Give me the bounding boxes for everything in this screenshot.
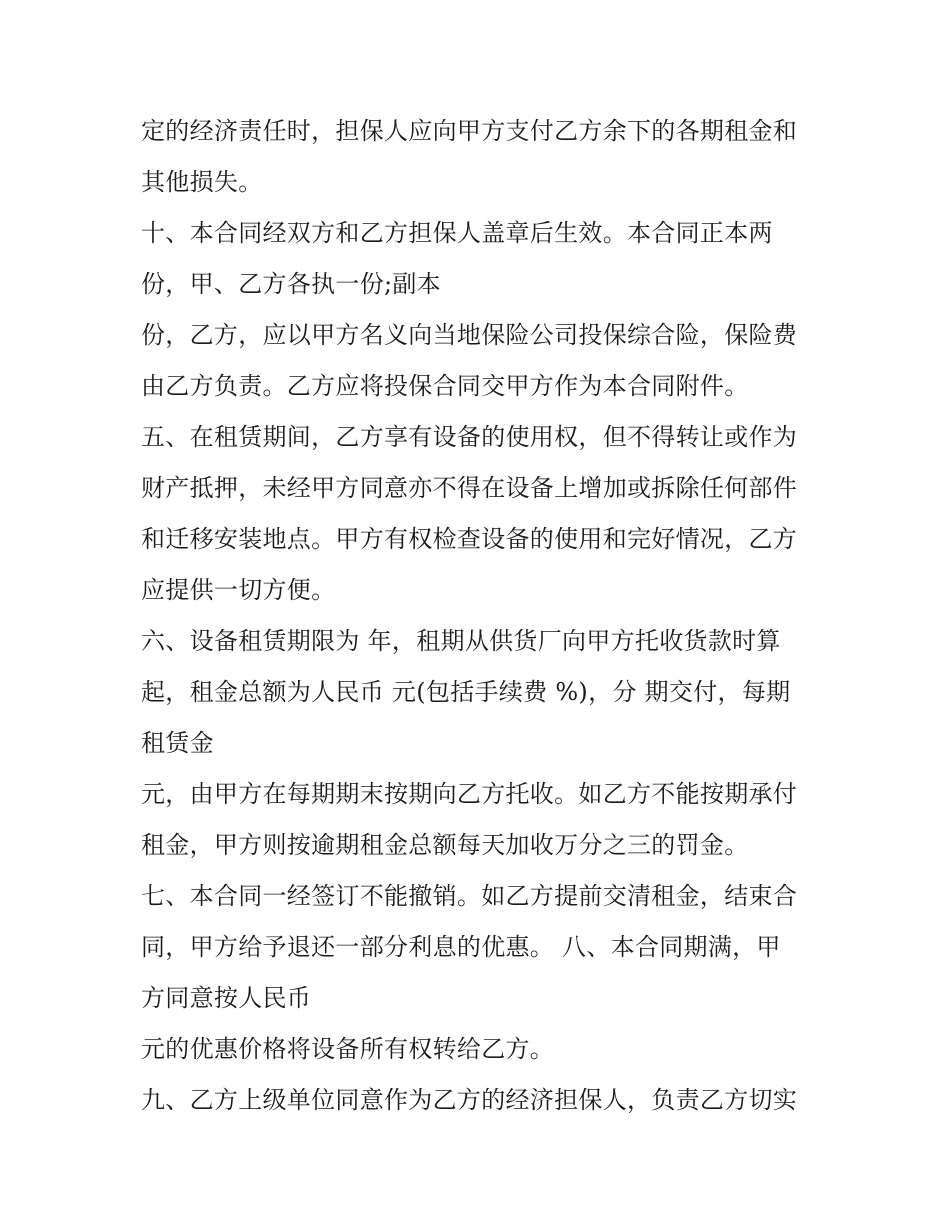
text-line: 租赁金 [141,729,214,757]
text-line: 起，租金总额为人民币 元(包括手续费 %)，分 期交付，每期 [141,678,791,706]
text-line: 元，由甲方在每期期末按期向乙方托收。如乙方不能按期承付 [141,780,798,808]
text-line: 份，甲、乙方各执一份;副本 [141,270,441,298]
text-line: 十、本合同经双方和乙方担保人盖章后生效。本合同正本两 [141,219,773,247]
text-line: 方同意按人民币 [141,984,312,1012]
text-line: 五、在租赁期间，乙方享有设备的使用权，但不得转让或作为 [141,423,798,451]
text-line: 和迁移安装地点。甲方有权检查设备的使用和完好情况，乙方 [141,525,798,553]
text-line: 九、乙方上级单位同意作为乙方的经济担保人，负责乙方切实 [141,1086,798,1114]
text-line: 同，甲方给予退还一部分利息的优惠。 八、本合同期满，甲 [141,933,781,961]
text-line: 份，乙方，应以甲方名义向当地保险公司投保综合险，保险费 [141,321,798,349]
text-line: 元的优惠价格将设备所有权转给乙方。 [141,1035,555,1063]
text-line: 财产抵押，未经甲方同意亦不得在设备上增加或拆除任何部件 [141,474,798,502]
text-line: 六、设备租赁期限为 年，租期从供货厂向甲方托收货款时算 [141,627,781,655]
text-line: 由乙方负责。乙方应将投保合同交甲方作为本合同附件。 [141,372,749,400]
text-line: 其他损失。 [141,168,263,196]
contract-text [141,106,831,1126]
text-line: 定的经济责任时，担保人应向甲方支付乙方余下的各期租金和 [141,117,798,145]
text-line: 七、本合同一经签订不能撤销。如乙方提前交清租金，结束合 [141,882,798,910]
text-line: 应提供一切方便。 [141,576,336,604]
text-line: 租金，甲方则按逾期租金总额每天加收万分之三的罚金。 [141,831,749,859]
